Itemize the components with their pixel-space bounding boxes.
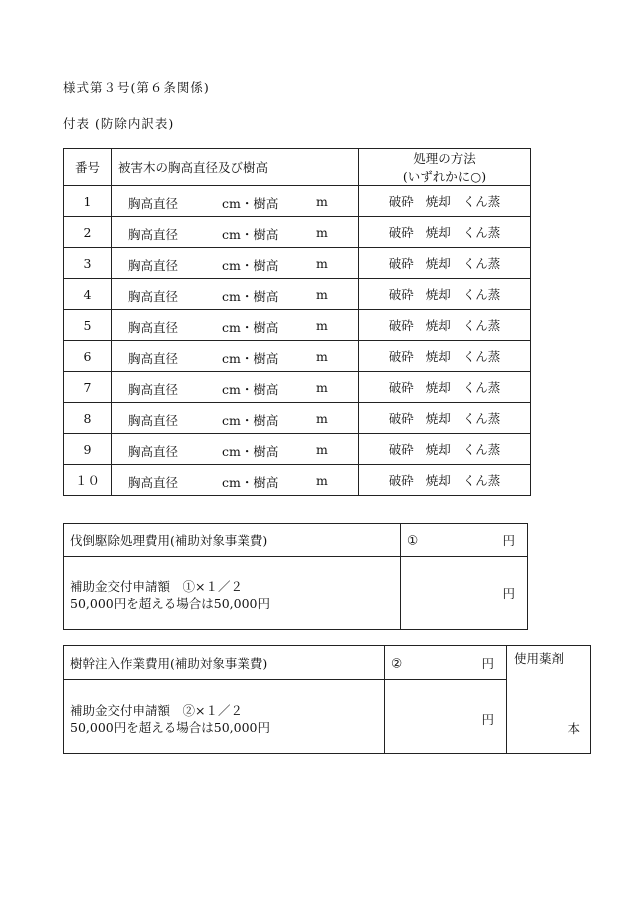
- method-crush[interactable]: 破砕: [388, 225, 414, 240]
- row-number: 1: [64, 186, 112, 217]
- injection-grant-line1: 補助金交付申請額 ②×１／２: [70, 702, 243, 718]
- method-burn[interactable]: 焼却: [425, 380, 451, 395]
- felling-grant-line2: 50,000円を超える場合は50,000円: [70, 596, 270, 611]
- row-method: [359, 372, 531, 403]
- injection-cost-row: [64, 646, 591, 680]
- meter-unit: m: [316, 194, 328, 209]
- drug-used-label: 使用薬剤: [514, 651, 565, 666]
- method-crush[interactable]: 破砕: [388, 256, 414, 271]
- height-label: cm・樹高: [222, 413, 279, 428]
- method-fumigate[interactable]: くん蒸: [462, 256, 501, 271]
- meter-unit: m: [316, 380, 328, 395]
- row-method: [359, 279, 531, 310]
- height-label: cm・樹高: [222, 382, 279, 397]
- meter-unit: m: [316, 349, 328, 364]
- row-method: [359, 434, 531, 465]
- meter-unit: m: [316, 256, 328, 271]
- height-label: cm・樹高: [222, 320, 279, 335]
- method-fumigate[interactable]: くん蒸: [462, 442, 501, 457]
- method-burn[interactable]: 焼却: [425, 473, 451, 488]
- method-burn[interactable]: 焼却: [425, 442, 451, 457]
- row-description[interactable]: [112, 372, 359, 403]
- felling-grant-line1: 補助金交付申請額 ①×１／２: [70, 579, 243, 594]
- method-fumigate[interactable]: くん蒸: [462, 194, 501, 209]
- diameter-label: 胸高直径: [128, 444, 179, 459]
- meter-unit: m: [316, 318, 328, 333]
- height-label: cm・樹高: [222, 289, 279, 304]
- table-row: [64, 186, 531, 217]
- meter-unit: m: [316, 442, 328, 457]
- row-description[interactable]: [112, 248, 359, 279]
- felling-grant-row: [64, 557, 528, 630]
- injection-cost-amount[interactable]: [385, 646, 507, 680]
- table-row: [64, 248, 531, 279]
- diameter-label: 胸高直径: [128, 382, 179, 397]
- method-crush[interactable]: 破砕: [388, 411, 414, 426]
- height-label: cm・樹高: [222, 258, 279, 273]
- header-method-line2: (いずれかに○): [402, 169, 487, 184]
- diameter-label: 胸高直径: [128, 351, 179, 366]
- row-method: [359, 310, 531, 341]
- row-description[interactable]: [112, 279, 359, 310]
- method-burn[interactable]: 焼却: [425, 287, 451, 302]
- yen-unit: 円: [481, 712, 494, 727]
- row-method: [359, 186, 531, 217]
- method-crush[interactable]: 破砕: [388, 442, 414, 457]
- method-fumigate[interactable]: くん蒸: [462, 349, 501, 364]
- method-crush[interactable]: 破砕: [388, 349, 414, 364]
- drug-used-cell[interactable]: [507, 646, 591, 754]
- felling-cost-label: 伐倒駆除処理費用(補助対象事業費): [64, 524, 401, 557]
- form-subtitle: 付表 (防除内訳表): [63, 116, 175, 131]
- form-title: 様式第３号(第６条関係): [63, 80, 210, 95]
- table-row: [64, 217, 531, 248]
- height-label: cm・樹高: [222, 227, 279, 242]
- method-fumigate[interactable]: くん蒸: [462, 225, 501, 240]
- method-crush[interactable]: 破砕: [388, 318, 414, 333]
- row-number: 5: [64, 310, 112, 341]
- row-description[interactable]: [112, 465, 359, 496]
- row-description[interactable]: [112, 310, 359, 341]
- meter-unit: m: [316, 225, 328, 240]
- table-row: [64, 372, 531, 403]
- row-number: １０: [64, 465, 112, 496]
- row-description[interactable]: [112, 341, 359, 372]
- table-row: [64, 434, 531, 465]
- control-breakdown-table: [63, 148, 531, 496]
- header-method-line1: 処理の方法: [413, 151, 476, 166]
- circle-number-1: ①: [407, 532, 419, 548]
- row-number: 4: [64, 279, 112, 310]
- table-header-row: [64, 149, 531, 186]
- height-label: cm・樹高: [222, 444, 279, 459]
- row-number: 9: [64, 434, 112, 465]
- height-label: cm・樹高: [222, 351, 279, 366]
- method-fumigate[interactable]: くん蒸: [462, 318, 501, 333]
- method-burn[interactable]: 焼却: [425, 318, 451, 333]
- circle-number-2: ②: [391, 655, 403, 670]
- diameter-label: 胸高直径: [128, 258, 179, 273]
- row-number: 7: [64, 372, 112, 403]
- row-number: 2: [64, 217, 112, 248]
- table-row: [64, 465, 531, 496]
- row-number: 3: [64, 248, 112, 279]
- diameter-label: 胸高直径: [128, 413, 179, 428]
- diameter-label: 胸高直径: [128, 475, 179, 490]
- yen-unit: 円: [502, 533, 515, 548]
- felling-cost-table: [63, 523, 528, 630]
- table-row: [64, 341, 531, 372]
- header-number: 番号: [64, 149, 112, 186]
- diameter-label: 胸高直径: [128, 320, 179, 335]
- method-burn[interactable]: 焼却: [425, 256, 451, 271]
- yen-unit: 円: [502, 586, 515, 601]
- row-number: 6: [64, 341, 112, 372]
- row-description[interactable]: [112, 217, 359, 248]
- header-description: 被害木の胸高直径及び樹高: [112, 149, 359, 186]
- table-row: [64, 310, 531, 341]
- row-number: 8: [64, 403, 112, 434]
- diameter-label: 胸高直径: [128, 289, 179, 304]
- method-burn[interactable]: 焼却: [425, 349, 451, 364]
- table-row: [64, 403, 531, 434]
- meter-unit: m: [316, 473, 328, 488]
- diameter-label: 胸高直径: [128, 227, 179, 242]
- felling-grant-amount[interactable]: [401, 557, 528, 630]
- row-method: [359, 465, 531, 496]
- meter-unit: m: [316, 411, 328, 426]
- row-method: [359, 248, 531, 279]
- method-crush[interactable]: 破砕: [388, 380, 414, 395]
- table-row: [64, 279, 531, 310]
- row-description[interactable]: [112, 434, 359, 465]
- method-fumigate[interactable]: くん蒸: [462, 411, 501, 426]
- row-description[interactable]: [112, 186, 359, 217]
- injection-grant-line2: 50,000円を超える場合は50,000円: [70, 719, 270, 735]
- yen-unit: 円: [481, 655, 494, 671]
- height-label: cm・樹高: [222, 475, 279, 490]
- diameter-label: 胸高直径: [128, 196, 179, 211]
- method-fumigate[interactable]: くん蒸: [462, 380, 501, 395]
- felling-grant-label: [64, 557, 401, 630]
- header-method: [359, 149, 531, 186]
- felling-cost-row: [64, 524, 528, 557]
- drug-count-unit: 本: [567, 721, 580, 736]
- method-crush[interactable]: 破砕: [388, 473, 414, 488]
- meter-unit: m: [316, 287, 328, 302]
- method-crush[interactable]: 破砕: [388, 194, 414, 209]
- method-burn[interactable]: 焼却: [425, 411, 451, 426]
- trunk-injection-cost-table: [63, 645, 591, 754]
- injection-grant-label: [64, 680, 385, 754]
- method-fumigate[interactable]: くん蒸: [462, 473, 501, 488]
- method-burn[interactable]: 焼却: [425, 194, 451, 209]
- method-burn[interactable]: 焼却: [425, 225, 451, 240]
- row-method: [359, 217, 531, 248]
- row-method: [359, 341, 531, 372]
- method-crush[interactable]: 破砕: [388, 287, 414, 302]
- method-fumigate[interactable]: くん蒸: [462, 287, 501, 302]
- row-method: [359, 403, 531, 434]
- injection-cost-label: 樹幹注入作業費用(補助対象事業費): [64, 646, 385, 680]
- injection-grant-amount[interactable]: [385, 680, 507, 754]
- row-description[interactable]: [112, 403, 359, 434]
- height-label: cm・樹高: [222, 196, 279, 211]
- felling-cost-amount[interactable]: [401, 524, 528, 557]
